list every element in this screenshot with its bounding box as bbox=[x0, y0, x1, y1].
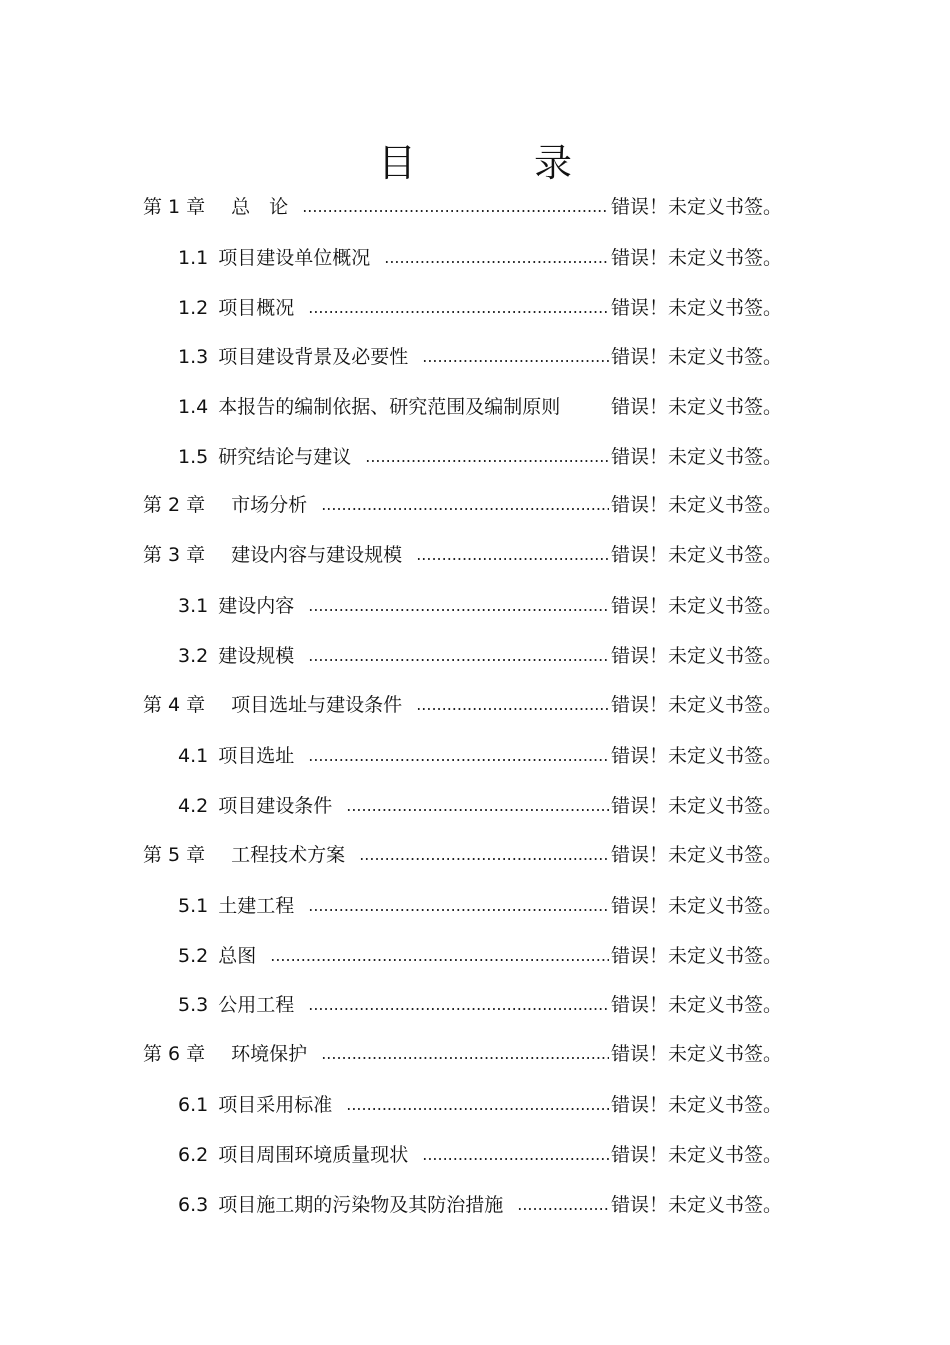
toc-entry-page-ref: 错误！未定义书签。 bbox=[610, 795, 782, 817]
toc-entry-page-ref: 错误！未定义书签。 bbox=[610, 994, 782, 1016]
toc-entry-number: 4.1 bbox=[178, 745, 209, 767]
toc-entry-title: 项目建设单位概况 bbox=[218, 247, 371, 269]
toc-entry-title: 总图 bbox=[218, 945, 257, 967]
toc-entry-number: 1.5 bbox=[178, 446, 209, 468]
toc-entry-number: 第 1 章 bbox=[143, 196, 206, 218]
toc-entry-title: 项目建设条件 bbox=[218, 795, 333, 817]
toc-dot-leader bbox=[416, 690, 609, 720]
toc-section-entry[interactable] bbox=[178, 342, 782, 372]
toc-entry-page-ref: 错误！未定义书签。 bbox=[610, 196, 782, 218]
toc-entry-number: 6.3 bbox=[178, 1194, 209, 1216]
toc-entry-title: 土建工程 bbox=[218, 895, 295, 917]
toc-entry-title: 总 论 bbox=[231, 196, 289, 218]
toc-entry-page-ref: 错误！未定义书签。 bbox=[610, 446, 782, 468]
toc-dot-leader bbox=[422, 1140, 609, 1170]
toc-entry-number: 第 4 章 bbox=[143, 694, 206, 716]
toc-entry-number: 6.1 bbox=[178, 1094, 209, 1116]
toc-entry-page-ref: 错误！未定义书签。 bbox=[610, 844, 782, 866]
toc-entry-title: 项目选址 bbox=[218, 745, 295, 767]
toc-dot-leader bbox=[384, 243, 609, 273]
toc-entry-page-ref: 错误！未定义书签。 bbox=[610, 895, 782, 917]
toc-section-entry[interactable] bbox=[178, 1190, 782, 1220]
toc-dot-leader bbox=[302, 192, 609, 222]
toc-entry-title: 市场分析 bbox=[231, 494, 308, 516]
toc-dot-leader bbox=[359, 840, 609, 870]
toc-section-entry[interactable] bbox=[178, 791, 782, 821]
toc-entry-title: 项目概况 bbox=[218, 297, 295, 319]
toc-chapter-entry[interactable] bbox=[143, 540, 782, 570]
toc-entry-number: 1.2 bbox=[178, 297, 209, 319]
toc-dot-leader bbox=[308, 591, 609, 621]
toc-dot-leader bbox=[321, 490, 609, 520]
toc-entry-page-ref: 错误！未定义书签。 bbox=[610, 346, 782, 368]
toc-section-entry[interactable] bbox=[178, 891, 782, 921]
toc-section-entry[interactable] bbox=[178, 243, 782, 273]
toc-section-entry[interactable] bbox=[178, 941, 782, 971]
toc-entry-page-ref: 错误！未定义书签。 bbox=[610, 1043, 782, 1065]
toc-dot-leader bbox=[517, 1190, 609, 1220]
toc-section-entry[interactable] bbox=[178, 741, 782, 771]
toc-entry-number: 3.2 bbox=[178, 645, 209, 667]
toc-section-entry[interactable] bbox=[178, 1140, 782, 1170]
toc-entry-number: 1.4 bbox=[178, 396, 209, 418]
toc-dot-leader bbox=[308, 891, 609, 921]
toc-entry-page-ref: 错误！未定义书签。 bbox=[610, 1144, 782, 1166]
toc-entry-number: 第 6 章 bbox=[143, 1043, 206, 1065]
toc-dot-leader bbox=[321, 1039, 609, 1069]
toc-entry-number: 6.2 bbox=[178, 1144, 209, 1166]
toc-entry-number: 5.1 bbox=[178, 895, 209, 917]
toc-chapter-entry[interactable] bbox=[143, 192, 782, 222]
toc-section-entry[interactable] bbox=[178, 392, 782, 422]
toc-entry-title: 建设规模 bbox=[218, 645, 295, 667]
toc-entry-title: 工程技术方案 bbox=[231, 844, 346, 866]
toc-entry-title: 建设内容 bbox=[218, 595, 295, 617]
toc-dot-leader bbox=[365, 442, 609, 472]
toc-entry-title: 项目选址与建设条件 bbox=[231, 694, 403, 716]
toc-entry-number: 第 5 章 bbox=[143, 844, 206, 866]
toc-entry-page-ref: 错误！未定义书签。 bbox=[610, 494, 782, 516]
toc-chapter-entry[interactable] bbox=[143, 490, 782, 520]
toc-entry-page-ref: 错误！未定义书签。 bbox=[610, 544, 782, 566]
toc-entry-page-ref: 错误！未定义书签。 bbox=[610, 247, 782, 269]
toc-dot-leader bbox=[416, 540, 609, 570]
toc-entry-page-ref: 错误！未定义书签。 bbox=[610, 1194, 782, 1216]
toc-section-entry[interactable] bbox=[178, 1090, 782, 1120]
toc-entry-page-ref: 错误！未定义书签。 bbox=[610, 745, 782, 767]
toc-entry-title: 项目建设背景及必要性 bbox=[218, 346, 409, 368]
toc-entry-page-ref: 错误！未定义书签。 bbox=[610, 297, 782, 319]
toc-section-entry[interactable] bbox=[178, 591, 782, 621]
page-title: 目 录 bbox=[377, 141, 612, 185]
toc-dot-leader bbox=[308, 293, 609, 323]
toc-dot-leader bbox=[346, 791, 609, 821]
toc-entry-number: 1.1 bbox=[178, 247, 209, 269]
toc-entry-number: 第 2 章 bbox=[143, 494, 206, 516]
toc-entry-number: 5.3 bbox=[178, 994, 209, 1016]
toc-entry-page-ref: 错误！未定义书签。 bbox=[610, 396, 782, 418]
toc-section-entry[interactable] bbox=[178, 641, 782, 671]
toc-dot-leader bbox=[308, 641, 609, 671]
toc-entry-number: 第 3 章 bbox=[143, 544, 206, 566]
toc-section-entry[interactable] bbox=[178, 442, 782, 472]
toc-dot-leader bbox=[422, 342, 609, 372]
toc-entry-title: 项目施工期的污染物及其防治措施 bbox=[218, 1194, 504, 1216]
toc-entry-page-ref: 错误！未定义书签。 bbox=[610, 645, 782, 667]
toc-entry-title: 本报告的编制依据、研究范围及编制原则 bbox=[218, 396, 561, 418]
toc-dot-leader bbox=[308, 990, 609, 1020]
toc-entry-page-ref: 错误！未定义书签。 bbox=[610, 1094, 782, 1116]
toc-entry-title: 建设内容与建设规模 bbox=[231, 544, 403, 566]
toc-dot-leader bbox=[308, 741, 609, 771]
toc-chapter-entry[interactable] bbox=[143, 840, 782, 870]
toc-entry-page-ref: 错误！未定义书签。 bbox=[610, 595, 782, 617]
toc-entry-title: 公用工程 bbox=[218, 994, 295, 1016]
toc-entry-number: 4.2 bbox=[178, 795, 209, 817]
toc-entry-number: 3.1 bbox=[178, 595, 209, 617]
toc-chapter-entry[interactable] bbox=[143, 1039, 782, 1069]
toc-entry-title: 项目采用标准 bbox=[218, 1094, 333, 1116]
toc-dot-leader bbox=[346, 1090, 609, 1120]
toc-section-entry[interactable] bbox=[178, 293, 782, 323]
toc-entry-title: 研究结论与建议 bbox=[218, 446, 352, 468]
toc-entry-title: 环境保护 bbox=[231, 1043, 308, 1065]
toc-dot-leader bbox=[270, 941, 609, 971]
toc-entry-page-ref: 错误！未定义书签。 bbox=[610, 945, 782, 967]
toc-section-entry[interactable] bbox=[178, 990, 782, 1020]
toc-entry-number: 5.2 bbox=[178, 945, 209, 967]
toc-entry-page-ref: 错误！未定义书签。 bbox=[610, 694, 782, 716]
toc-entry-number: 1.3 bbox=[178, 346, 209, 368]
toc-entry-title: 项目周围环境质量现状 bbox=[218, 1144, 409, 1166]
toc-chapter-entry[interactable] bbox=[143, 690, 782, 720]
